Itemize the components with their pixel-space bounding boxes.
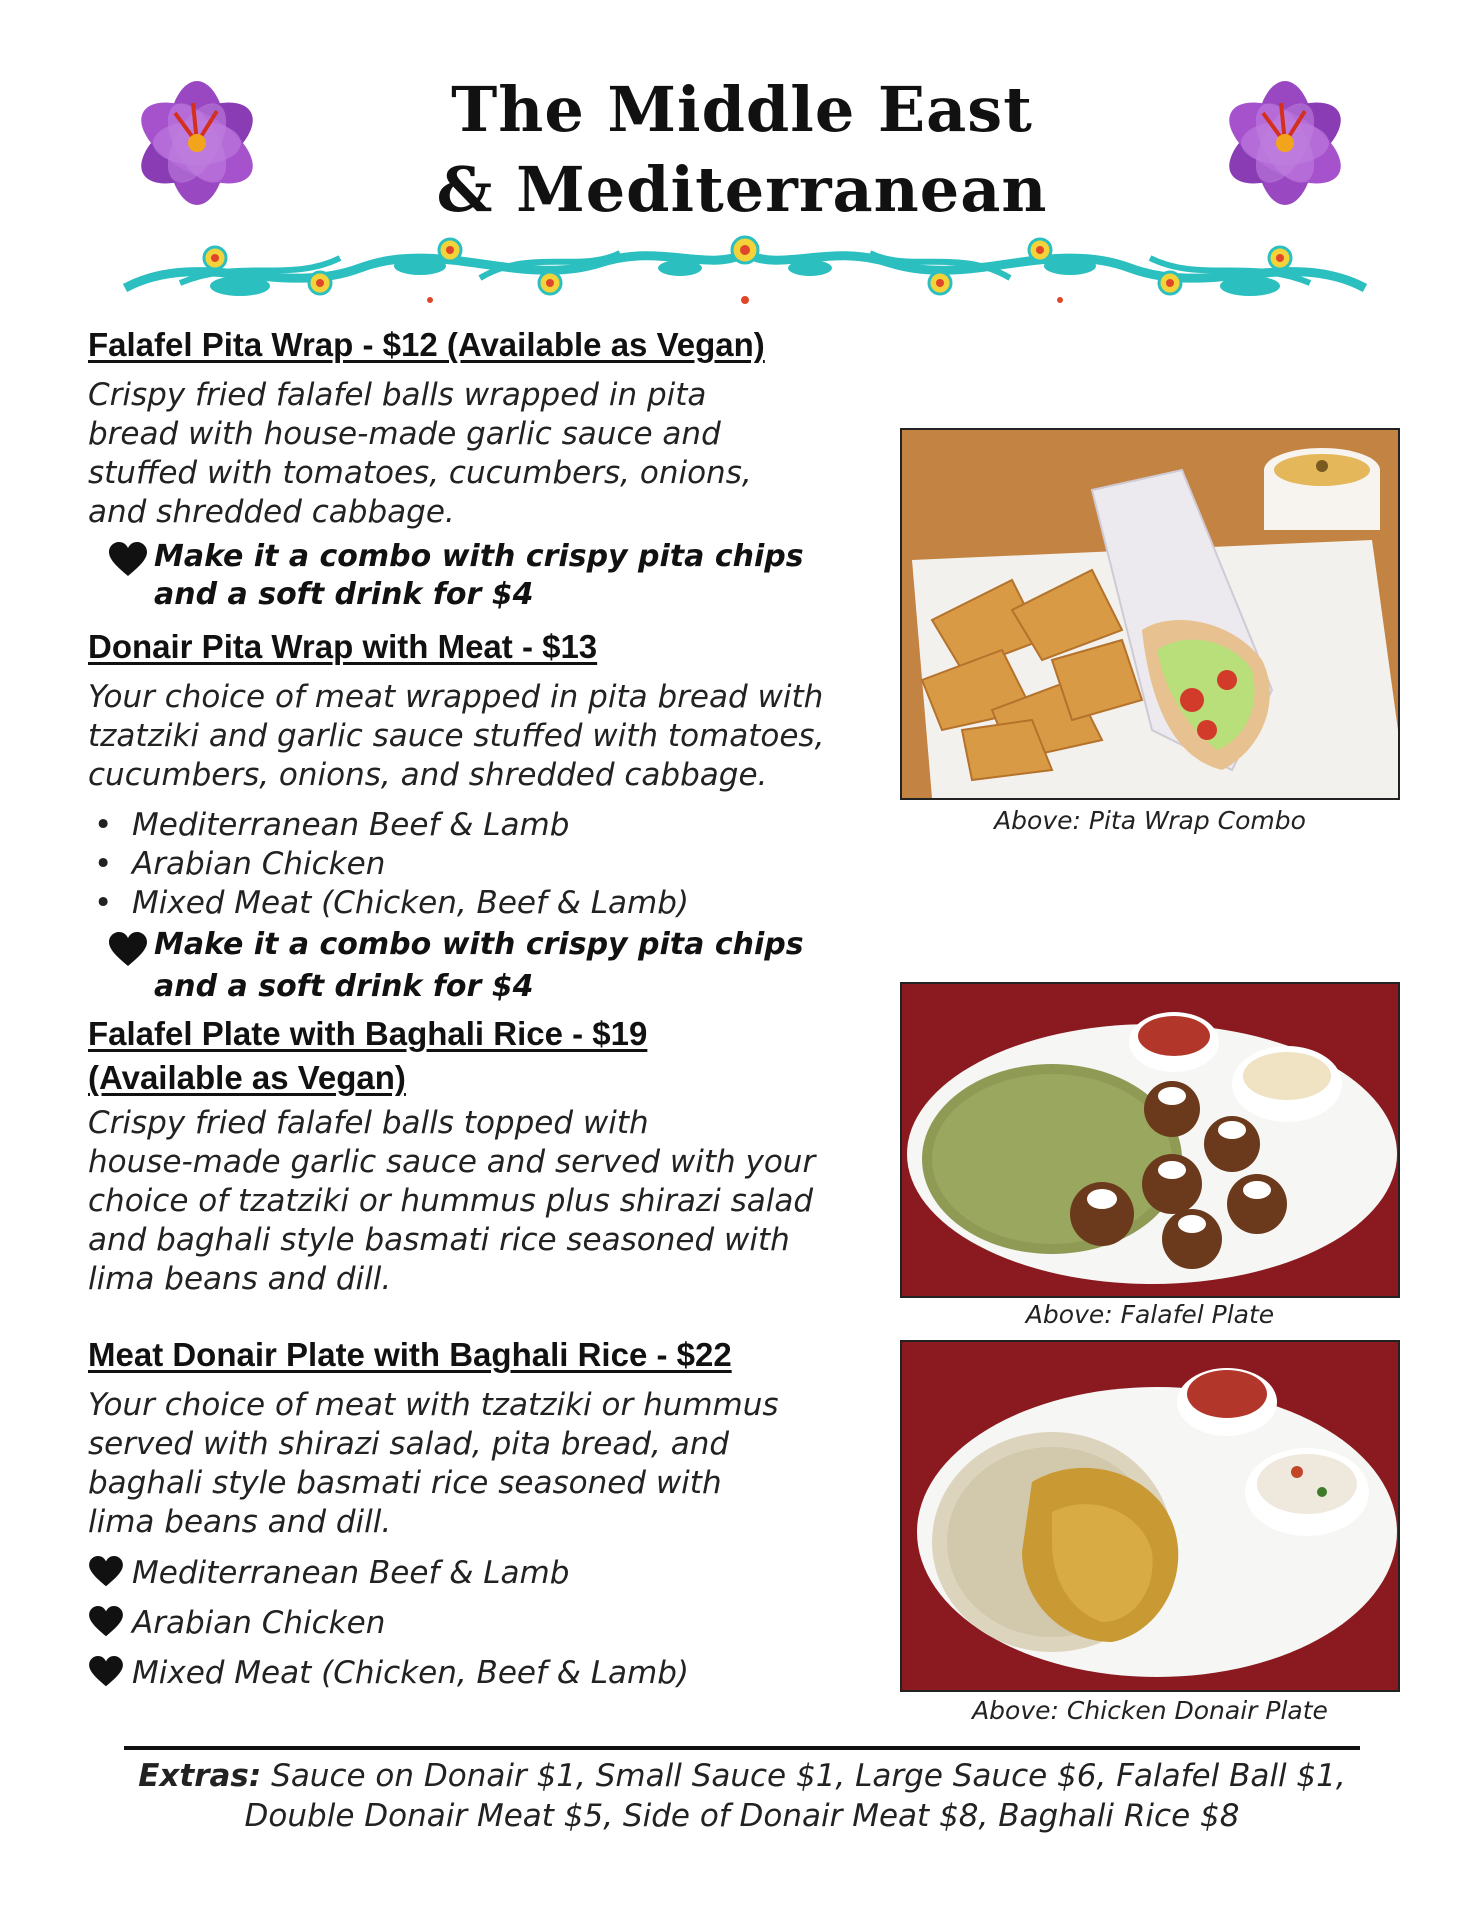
heart-icon [88, 1556, 124, 1588]
item-meat-plate-description [88, 1386, 779, 1542]
photo-chicken-donair-plate [900, 1340, 1400, 1692]
heart-icon [108, 542, 148, 578]
item-falafel-plate-heading [88, 1012, 647, 1100]
floral-ornament-border-icon [120, 228, 1370, 310]
list-item: • Mixed Meat (Chicken, Beef & Lamb) [94, 885, 690, 921]
desc-line: and baghali style basmati rice seasoned with [88, 1222, 790, 1258]
item-falafel-wrap-combo [154, 538, 804, 614]
item-meat-plate-heading: Meat Donair Plate with Baghali Rice - $22 [88, 1336, 732, 1373]
desc-line: lima beans and dill. [88, 1504, 392, 1540]
donair-wrap-meat-options [88, 806, 689, 923]
pita-wrap-illustration [902, 430, 1398, 798]
desc-line: Your choice of meat with tzatziki or hummus [88, 1387, 779, 1423]
caption-chicken-donair-plate: Above: Chicken Donair Plate [972, 1696, 1328, 1725]
desc-line: stuffed with tomatoes, cucumbers, onions, [88, 455, 752, 491]
item-falafel-wrap-description [88, 376, 752, 532]
page-title [300, 70, 1184, 230]
list-item: Mixed Meat (Chicken, Beef & Lamb) [88, 1648, 689, 1698]
extras-line-2: Double Donair Meat $5, Side of Donair Meat $8, Baghali Rice $8 [244, 1798, 1240, 1834]
list-item: Arabian Chicken [88, 1598, 689, 1648]
photo-falafel-plate [900, 982, 1400, 1298]
desc-line: tzatziki and garlic sauce stuffed with tomatoes, [88, 718, 825, 754]
heart-icon [88, 1656, 124, 1688]
item-donair-wrap-combo [154, 926, 804, 1006]
divider [124, 1746, 1360, 1750]
desc-line: lima beans and dill. [88, 1261, 392, 1297]
desc-line: and shredded cabbage. [88, 494, 455, 530]
desc-line: Crispy fried falafel balls topped with [88, 1105, 649, 1141]
item-falafel-plate-description [88, 1104, 815, 1299]
saffron-flower-left-icon [122, 68, 272, 218]
list-item: • Mediterranean Beef & Lamb [94, 807, 570, 843]
extras-line-1: Extras: Sauce on Donair $1, Small Sauce $1, Large Sauce $6, Falafel Ball $1, [138, 1758, 1346, 1794]
caption-pita-wrap-combo: Above: Pita Wrap Combo [994, 806, 1306, 835]
desc-line: baghali style basmati rice seasoned with [88, 1465, 722, 1501]
combo-line: Make it a combo with crispy pita chips [154, 927, 804, 962]
desc-line: bread with house-made garlic sauce and [88, 416, 721, 452]
item-donair-wrap-description [88, 678, 824, 795]
list-item: • Arabian Chicken [94, 846, 386, 882]
heart-icon [88, 1606, 124, 1638]
desc-line: Crispy fried falafel balls wrapped in pita [88, 377, 707, 413]
saffron-flower-right-icon [1210, 68, 1360, 218]
heart-icon [108, 932, 148, 968]
meat-plate-meat-options [88, 1548, 689, 1698]
bullet-icon: • [94, 846, 113, 882]
combo-line: and a soft drink for $4 [154, 577, 534, 612]
item-donair-wrap-heading: Donair Pita Wrap with Meat - $13 [88, 628, 598, 665]
desc-line: served with shirazi salad, pita bread, and [88, 1426, 730, 1462]
desc-line: Your choice of meat wrapped in pita bread with [88, 679, 824, 715]
bullet-icon: • [94, 885, 113, 921]
combo-line: and a soft drink for $4 [154, 969, 534, 1004]
falafel-plate-illustration [902, 984, 1398, 1296]
title-line-1: The Middle East [451, 73, 1033, 146]
heading-line: Falafel Plate with Baghali Rice - $19 [88, 1015, 648, 1052]
title-line-2: & Mediterranean [436, 153, 1048, 226]
desc-line: cucumbers, onions, and shredded cabbage. [88, 757, 768, 793]
item-falafel-wrap-heading: Falafel Pita Wrap - $12 (Available as Vegan) [88, 326, 765, 363]
photo-pita-wrap-combo [900, 428, 1400, 800]
combo-line: Make it a combo with crispy pita chips [154, 539, 804, 574]
caption-falafel-plate: Above: Falafel Plate [1025, 1300, 1275, 1329]
extras-section [60, 1756, 1424, 1836]
heading-line: (Available as Vegan) [88, 1059, 406, 1096]
desc-line: house-made garlic sauce and served with your [88, 1144, 816, 1180]
extras-label: Extras: [138, 1758, 262, 1794]
chicken-donair-plate-illustration [902, 1342, 1398, 1690]
bullet-icon: • [94, 807, 113, 843]
list-item: Mediterranean Beef & Lamb [88, 1548, 689, 1598]
desc-line: choice of tzatziki or hummus plus shirazi salad [88, 1183, 814, 1219]
